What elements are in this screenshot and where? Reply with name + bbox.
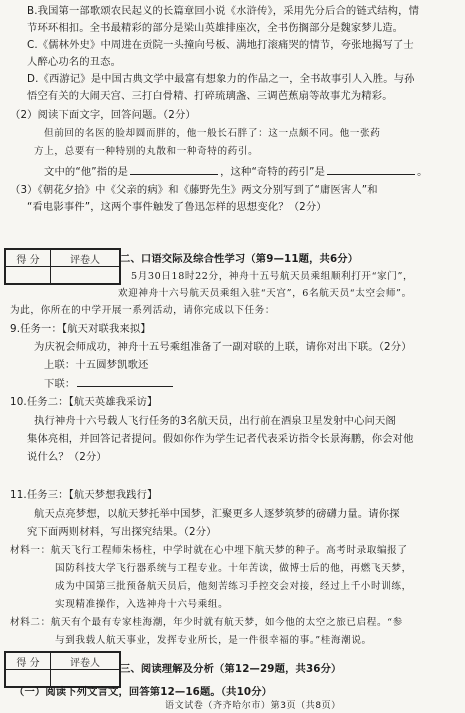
fill-in-line — [44, 164, 428, 179]
grader-label: 评卷人 — [51, 653, 120, 670]
lower-couplet-line — [44, 376, 175, 391]
text-line: 节环环相扣。全书最精彩的部分是梁山英雄排座次，全书伤搁部分是魏家梦儿造。 — [27, 22, 404, 34]
question-heading: （3）《朝花夕拾》中《父亲的病》和《藤野先生》两文分别写到了“庸医害人”和 — [10, 184, 378, 196]
text-line: “看电影事件”，这两个事件触发了鲁迅怎样的思想变化？（2分） — [27, 201, 327, 213]
quoted-passage: 但前回的名医的脸却圆而胖的，他一般长石胖了：这一点颇不同。他一张药 — [44, 128, 381, 139]
section-title: 二、口语交际及综合性学习（第9—11题，共6分） — [120, 253, 359, 265]
text-line: 说什么？（2分） — [27, 451, 107, 463]
fill-in-middle: ，这种“奇特的药引”是 — [220, 166, 326, 178]
quoted-passage: 5月30日18时22分，神舟十五号航天员乘组顺利打开“家门”， — [131, 271, 414, 282]
section-title: 三、阅读理解及分析（第12—29题，共36分） — [120, 663, 342, 675]
text-line: 执行神舟十六号载人飞行任务的3名航天员，出行前在酒泉卫星发射中心问天阁 — [34, 415, 396, 427]
material-line: 国防科技大学飞行器系统与工程专业。十年苦读，做博士后的他，再燃飞天梦， — [55, 563, 412, 574]
material-line: 成为中国第三批预备航天员后，他刻苦练习手控交会对接，经过上千小时训练， — [55, 581, 412, 592]
grader-cell[interactable] — [51, 267, 120, 284]
score-table — [4, 248, 121, 285]
quoted-passage: 欢迎神舟十六号航天员乘组入驻“天宫”，6名航天员“太空会师”。 — [118, 288, 412, 299]
grader-label: 评卷人 — [51, 250, 120, 267]
lower-couplet-label: 下联： — [44, 378, 76, 390]
text-line: B.我国第一部歌颂农民起义的长篇章回小说《水浒传》，采用先分后合的链式结构，情 — [27, 5, 420, 17]
grader-cell[interactable] — [51, 670, 120, 687]
quoted-passage: 为此，你所在的中学开展一系列活动，请你完成以下任务： — [10, 305, 276, 316]
quoted-passage: 方上，总要有一种特别的丸散和一种奇特的药引。 — [34, 146, 259, 157]
score-label: 得 分 — [6, 653, 51, 670]
text-line: 航天点亮梦想，以航天梦托举中国梦，汇聚更多人逐梦筑梦的磅礴力量。请你探 — [34, 508, 400, 520]
material-line: 与到我载人航天事业，发挥专业所长，是一件很幸福的事。”桂海潮说。 — [55, 635, 372, 646]
page-footer: 语文试卷（齐齐哈尔市）第3页（共8页） — [165, 701, 341, 711]
answer-blank[interactable] — [327, 164, 415, 175]
text-line: 悟空有关的大闹天宫、三打白骨精、打碎琉璃盏、三调芭蕉扇等故事尤为精彩。 — [27, 90, 393, 102]
question-heading: （2）阅读下面文字，回答问题。（2分） — [10, 109, 196, 121]
material-line: 材料二：航天有个最有专家桂海潮，年少时就有航天梦，如今他的太空之旅已启程。“参 — [10, 617, 403, 628]
text-line: 集体亮相，并回答记者提问。假如你作为学生记者代表采访指令长景海鹏，你会对他 — [27, 433, 414, 445]
score-cell[interactable] — [6, 670, 51, 687]
answer-blank[interactable] — [130, 164, 218, 175]
task-heading: 9.任务一：【航天对联我来拟】 — [10, 323, 151, 335]
material-line: 实现精准操作，入选神舟十六号乘组。 — [55, 599, 229, 610]
fill-in-suffix: 。 — [417, 166, 428, 178]
subsection-title: （一）阅读下列文言文，回答第12—16题。（共10分） — [14, 686, 273, 698]
text-line: 为庆祝会师成功，神舟十五号乘组准备了一副对联的上联，请你对出下联。（2分） — [34, 341, 412, 353]
text-line: C.《儒林外史》中周进在贡院一头撞向号板、满地打滚痛哭的情节，夸张地揭写了士 — [27, 39, 414, 51]
score-table — [4, 651, 121, 688]
fill-in-prefix: 文中的“他”指的是 — [44, 166, 129, 178]
task-heading: 10.任务二：【航天英雄我采访】 — [10, 396, 158, 408]
text-line: 究下面两则材料，写出探究结果。（2分） — [27, 526, 217, 538]
upper-couplet: 上联：十五圆梦凯歌还 — [44, 359, 149, 371]
text-line: 人醉心功名的丑态。 — [27, 56, 122, 68]
score-label: 得 分 — [6, 250, 51, 267]
material-line: 材料一：航天飞行工程师朱杨柱，中学时就在心中埋下航天梦的种子。高考时录取编报了 — [10, 545, 408, 556]
score-cell[interactable] — [6, 267, 51, 284]
answer-blank[interactable] — [77, 376, 173, 387]
text-line: D.《西游记》是中国古典文学中最富有想象力的作品之一，全书故事引人入胜。与孙 — [27, 73, 415, 85]
task-heading: 11.任务三：【航天梦想我践行】 — [10, 489, 158, 501]
